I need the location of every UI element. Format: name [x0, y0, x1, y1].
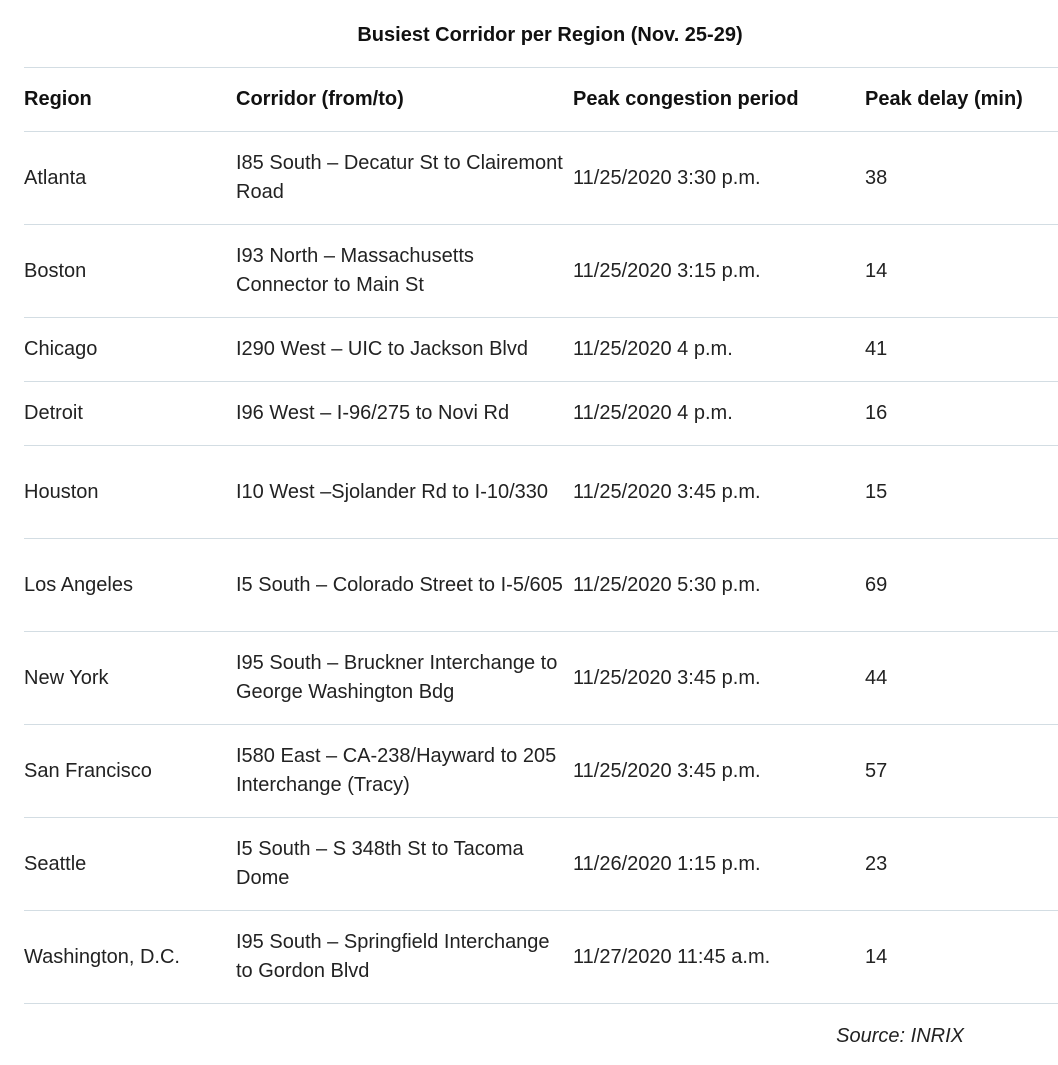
- table-row: [24, 818, 1058, 911]
- delay-cell: 57: [865, 725, 1058, 818]
- region-cell: San Francisco: [24, 725, 236, 818]
- delay-cell: 14: [865, 225, 1058, 318]
- period-cell: 11/25/2020 3:45 p.m.: [573, 446, 865, 539]
- table-title: Busiest Corridor per Region (Nov. 25-29): [357, 24, 743, 46]
- period-cell: 11/26/2020 1:15 p.m.: [573, 818, 865, 911]
- delay-cell: 14: [865, 911, 1058, 1004]
- corridor-cell: I93 North – Massachusetts Connector to Main St: [236, 225, 573, 318]
- delay-cell: 38: [865, 132, 1058, 225]
- corridor-cell: I10 West –Sjolander Rd to I-10/330: [236, 446, 573, 539]
- period-cell: 11/25/2020 3:45 p.m.: [573, 725, 865, 818]
- region-cell: Detroit: [24, 382, 236, 446]
- period-cell: 11/25/2020 3:15 p.m.: [573, 225, 865, 318]
- corridor-cell: I580 East – CA-238/Hayward to 205 Interchange (Tracy): [236, 725, 573, 818]
- table-row: [24, 911, 1058, 1004]
- table-row: [24, 725, 1058, 818]
- region-cell: Washington, D.C.: [24, 911, 236, 1004]
- corridor-cell: I290 West – UIC to Jackson Blvd: [236, 318, 573, 382]
- table-row: [24, 132, 1058, 225]
- region-cell: Houston: [24, 446, 236, 539]
- header-row: [24, 68, 1058, 132]
- table-row: [24, 225, 1058, 318]
- region-cell: Atlanta: [24, 132, 236, 225]
- table-row: [24, 446, 1058, 539]
- delay-cell: 69: [865, 539, 1058, 632]
- region-cell: Seattle: [24, 818, 236, 911]
- table-row: [24, 539, 1058, 632]
- region-cell: New York: [24, 632, 236, 725]
- corridor-cell: I95 South – Springfield Interchange to Gordon Blvd: [236, 911, 573, 1004]
- table-row: [24, 382, 1058, 446]
- header-peak-period: Peak congestion period: [573, 68, 865, 132]
- region-cell: Chicago: [24, 318, 236, 382]
- period-cell: 11/27/2020 11:45 a.m.: [573, 911, 865, 1004]
- delay-cell: 23: [865, 818, 1058, 911]
- header-corridor: Corridor (from/to): [236, 68, 573, 132]
- delay-cell: 15: [865, 446, 1058, 539]
- period-cell: 11/25/2020 3:30 p.m.: [573, 132, 865, 225]
- period-cell: 11/25/2020 5:30 p.m.: [573, 539, 865, 632]
- corridor-cell: I95 South – Bruckner Interchange to George Washington Bdg: [236, 632, 573, 725]
- region-cell: Boston: [24, 225, 236, 318]
- header-peak-delay: Peak delay (min): [865, 68, 1058, 132]
- corridor-cell: I5 South – S 348th St to Tacoma Dome: [236, 818, 573, 911]
- period-cell: 11/25/2020 4 p.m.: [573, 318, 865, 382]
- table-row: [24, 632, 1058, 725]
- source-note: Source: INRIX: [836, 1025, 964, 1047]
- period-cell: 11/25/2020 3:45 p.m.: [573, 632, 865, 725]
- corridor-cell: I5 South – Colorado Street to I-5/605: [236, 539, 573, 632]
- corridor-table: [24, 67, 1058, 1004]
- header-region: Region: [24, 68, 236, 132]
- region-cell: Los Angeles: [24, 539, 236, 632]
- delay-cell: 41: [865, 318, 1058, 382]
- corridor-cell: I96 West – I-96/275 to Novi Rd: [236, 382, 573, 446]
- delay-cell: 16: [865, 382, 1058, 446]
- period-cell: 11/25/2020 4 p.m.: [573, 382, 865, 446]
- delay-cell: 44: [865, 632, 1058, 725]
- corridor-cell: I85 South – Decatur St to Clairemont Road: [236, 132, 573, 225]
- table-row: [24, 318, 1058, 382]
